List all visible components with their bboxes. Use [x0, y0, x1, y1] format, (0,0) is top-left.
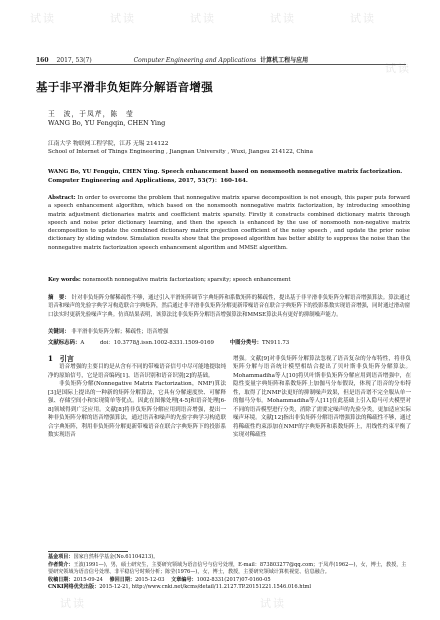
abstract-text: In order to overcome the problem that nonnegative matrix sparse decomposition is not enough, this paper puts forward a speech enhancement algorithm, which based on the nonsmooth nonnegative matrix factorization, by introducing smoothing matrix adjustment dictionaries matrix and coefficient matrix sparsity. Firstly it constructs combined dictionary matrix through speech and noise prior dictionary learning, and then the speech is enhanced by the use of nonsmooth non-negative matrix decomposition to update the combined dictionary matrix projection coefficient of the noisy speech , and update the prior noise dictionary by sliding window. Simulation results show that the proposed algorithm has better ability to suppress the noise than the nonnegative matrix factorization speech enhancement algorithm and MMSE algorithm.	[48, 195, 410, 251]
clc-label: 中图分类号：	[229, 340, 263, 346]
keywords-label: Key words:	[48, 277, 81, 283]
paper-title: 基于非平滑非负矩阵分解语音增强	[36, 80, 213, 94]
watermark: 试读	[60, 597, 86, 610]
keywords-cn	[48, 328, 410, 336]
keywords-en	[48, 276, 410, 284]
watermark: 试读	[190, 12, 216, 25]
abstract-en	[48, 194, 410, 252]
affiliation-en: School of Internet of Things Engineering , Jiangnan University , Wuxi, Jiangsu 214122, China	[48, 149, 313, 155]
doc-code-label: 文献标志码：	[48, 340, 81, 346]
authors-en: WANG Bo, YU Fengqin, CHEN Ying	[48, 119, 166, 127]
footnote-dates: 收稿日期：2015-09-24 修回日期：2015-12-03 文章编号：1002-8331(2017)07-0160-05	[48, 576, 271, 583]
footnote-fund: 基金项目：国家自然科学基金(No.61104213)。	[48, 554, 159, 560]
clc-value: TN911.73	[262, 340, 290, 346]
footnote-author-bio: 作者简介：王波(1991—)，男，硕士研究生，主要研究领域为语音信号与信号处理，E-mail：873803277@qq.com；于凤芹(1962—)，女，博士，教授，主要研究领域为语音信号处理、非平稳信号时频分析；陈莹(1976—)，女，博士，教授，主要研究领域计算机视觉、信息融合。	[48, 561, 407, 576]
doi: doi：10.3778/j.issn.1002-8331.1509-0169	[99, 340, 214, 346]
footnote-cnki: CNKI网络优先出版：2015-12-21, http://www.cnki.net/kcms/detail/11.2127.TP.20151221.1546.016.html	[48, 584, 311, 591]
watermark: 试读	[110, 12, 136, 25]
abstract-cn-text: 针对非负矩阵分解稀疏性不够，通过引入平滑矩阵调节字典矩阵和系数矩阵的稀疏性，提出基于非平滑非负矩阵分解语音增强算法。算法通过语音和噪声的先验字典学习构造联合字典矩阵，然后通过非平滑非负矩阵分解更新带噪语音在联合字典矩阵下的投影系数实现语音增强，同时通过滑动窗口法实时更新先验噪声字典。仿真结果表明，该算法比非负矩阵分解语音增强算法和MMSE算法具有更好的抑制噪声能力。	[48, 295, 410, 318]
watermark: 试读	[385, 62, 411, 75]
watermark: 试读	[350, 12, 376, 25]
footnotes	[48, 554, 410, 592]
watermark: 试读	[30, 12, 56, 25]
abstract-label: Abstract:	[48, 195, 76, 201]
header-rule	[36, 64, 406, 65]
affiliation-cn: 江南大学 物联网工程学院，江苏 无锡 214122	[48, 141, 169, 147]
authors-cn: 王 波，于凤芹，陈 莹	[48, 110, 134, 118]
keywords-cn-text: 非平滑非负矩阵分解；稀疏性；语音增强	[71, 329, 169, 335]
footnote-rule	[48, 551, 128, 552]
journal-name-en: Computer Engineering and Applications	[133, 57, 257, 64]
abstract-cn	[48, 294, 410, 319]
paragraph: 语音增强的主要目的是从含有不同的带噪语音信号中尽可能地提取纯净的原始信号，它是语音编码[1]、语音识别和语音识别[2]的基础。	[48, 364, 226, 379]
body-column-right	[233, 355, 411, 440]
running-header	[36, 55, 406, 64]
paragraph: 增强。文献[9]对非负矩阵分解算法忽视了语音复杂的分布特性，将非负矩阵分解与语音统计模型相结合提出了贝叶斯非负矩阵分解算法。Mohammadiha等人[10]将贝叶斯非负矩阵分解应用到语音增强中，在隐性变量字典矩阵和系数矩阵上加伽马分布假设，体现了语音的分布特性，取得了比NMF法更好的抑制噪声效果，但是语音谱不完全服从单一的伽马分布。Mohammadiha等人[11]在此基础上引入隐马可夫模型对不同的语音模型进行分类，消除了需要定噪声的先验分类，更加适应实际噪声环境。文献[12]指出非负矩阵分解语音增强算法的稀疏性不够，通过将稀疏性约束添加在NMF的字典矩阵和系数矩阵上，用线性约束平衡了实现对稀疏性	[233, 356, 411, 439]
body-column-left	[48, 355, 226, 440]
article-meta	[48, 339, 410, 347]
keywords-text: nonsmooth nonnegative matrix factorization; sparsity; speech enhancement	[82, 277, 291, 283]
paragraph: 非负矩阵分解(Nonnegative Matrix Factorization，NMF)算法[3]是国际上提出的一种新的矩阵分解算法，它具有分解速度快、可解释强、存储空间小和实现简单等优点。因此在图像处理[4-5]和语音处理[6-8]领域得到广泛应用。文献[8]将非负矩阵分解应用到语音增强，提出一种非负矩阵分解的语音增强算法，通过语音和噪声的先验字典学习构造联合字典矩阵，利用非负矩阵分解更新带噪语音在联合字典矩阵下的投影系数实现语音	[48, 381, 226, 439]
keywords-cn-label: 关键词：	[48, 329, 70, 335]
journal-name-cn: 计算机工程与应用	[260, 57, 309, 64]
doc-code-value: A	[80, 340, 85, 346]
page-number: 160	[36, 57, 49, 64]
watermark: 试读	[270, 12, 296, 25]
section-heading: 1 引言	[48, 354, 74, 363]
abstract-cn-label: 摘 要：	[48, 295, 70, 301]
watermark: 试读	[260, 597, 286, 610]
issue-info: 2017, 53(7)	[56, 57, 92, 64]
citation-reference: WANG Bo, YU Fengqin, CHEN Ying. Speech enhancement based on nonsmooth nonnegative matrix factorization. Computer Engineering and Applications, 2017, 53(7)：160-164.	[48, 169, 403, 184]
